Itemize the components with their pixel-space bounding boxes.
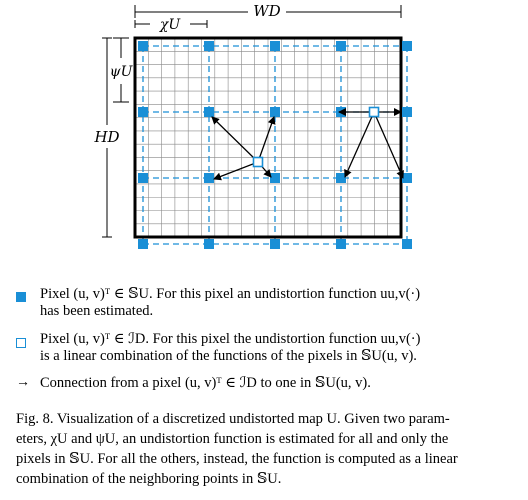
sample-point <box>402 239 412 249</box>
sample-point <box>138 107 148 117</box>
caption-line1: Fig. 8. Visualization of a discretized undistorted map U. Given two param- <box>16 411 450 427</box>
legend-combined-line2: is a linear combination of the functions of the pixels in 𝕊U(u, v). <box>40 348 417 364</box>
height-label: HD <box>94 128 120 146</box>
caption-line3: pixels in 𝕊U. For all the others, instead, the function is computed as a linear <box>16 451 458 467</box>
sample-point <box>204 173 214 183</box>
sample-point <box>204 41 214 51</box>
chi-label: χU <box>159 17 181 33</box>
width-label: WD <box>253 2 281 20</box>
sample-point <box>138 239 148 249</box>
caption-line4: combination of the neighboring points in 𝕊U. <box>16 471 282 487</box>
legend-connection-text: Connection from a pixel (u, v)ᵀ ∈ ℐD to one in 𝕊U(u, v). <box>40 375 371 391</box>
sample-point <box>270 107 280 117</box>
sample-point <box>270 239 280 249</box>
figure-caption <box>16 409 514 489</box>
filled-square-icon <box>16 292 26 302</box>
arrow-icon: → <box>16 375 30 390</box>
pixel-grid <box>135 38 401 237</box>
legend-estimated-line1: Pixel (u, v)ᵀ ∈ 𝕊U. For this pixel an undistortion function uu,v(·) <box>40 286 421 302</box>
sample-point <box>336 173 346 183</box>
query-pixel-1 <box>254 158 263 167</box>
sample-point <box>336 41 346 51</box>
sample-point <box>204 107 214 117</box>
sample-point <box>138 173 148 183</box>
sample-point <box>402 173 412 183</box>
sample-point <box>270 41 280 51</box>
legend-combined-line1: Pixel (u, v)ᵀ ∈ ℐD. For this pixel the undistortion function uu,v(·) <box>40 331 421 347</box>
sampling-grid <box>143 46 407 244</box>
legend-estimated-line2: has been estimated. <box>40 303 154 319</box>
query-pixel-2 <box>370 108 379 117</box>
sample-point <box>402 107 412 117</box>
sample-point <box>402 41 412 51</box>
caption-line2: eters, χU and ψU, an undistortion function is estimated for all and only the <box>16 431 449 447</box>
hollow-square-icon <box>16 338 26 348</box>
sample-point <box>138 41 148 51</box>
sample-point <box>336 239 346 249</box>
sample-point <box>270 173 280 183</box>
psi-label: ψU <box>109 64 133 80</box>
sample-point <box>204 239 214 249</box>
